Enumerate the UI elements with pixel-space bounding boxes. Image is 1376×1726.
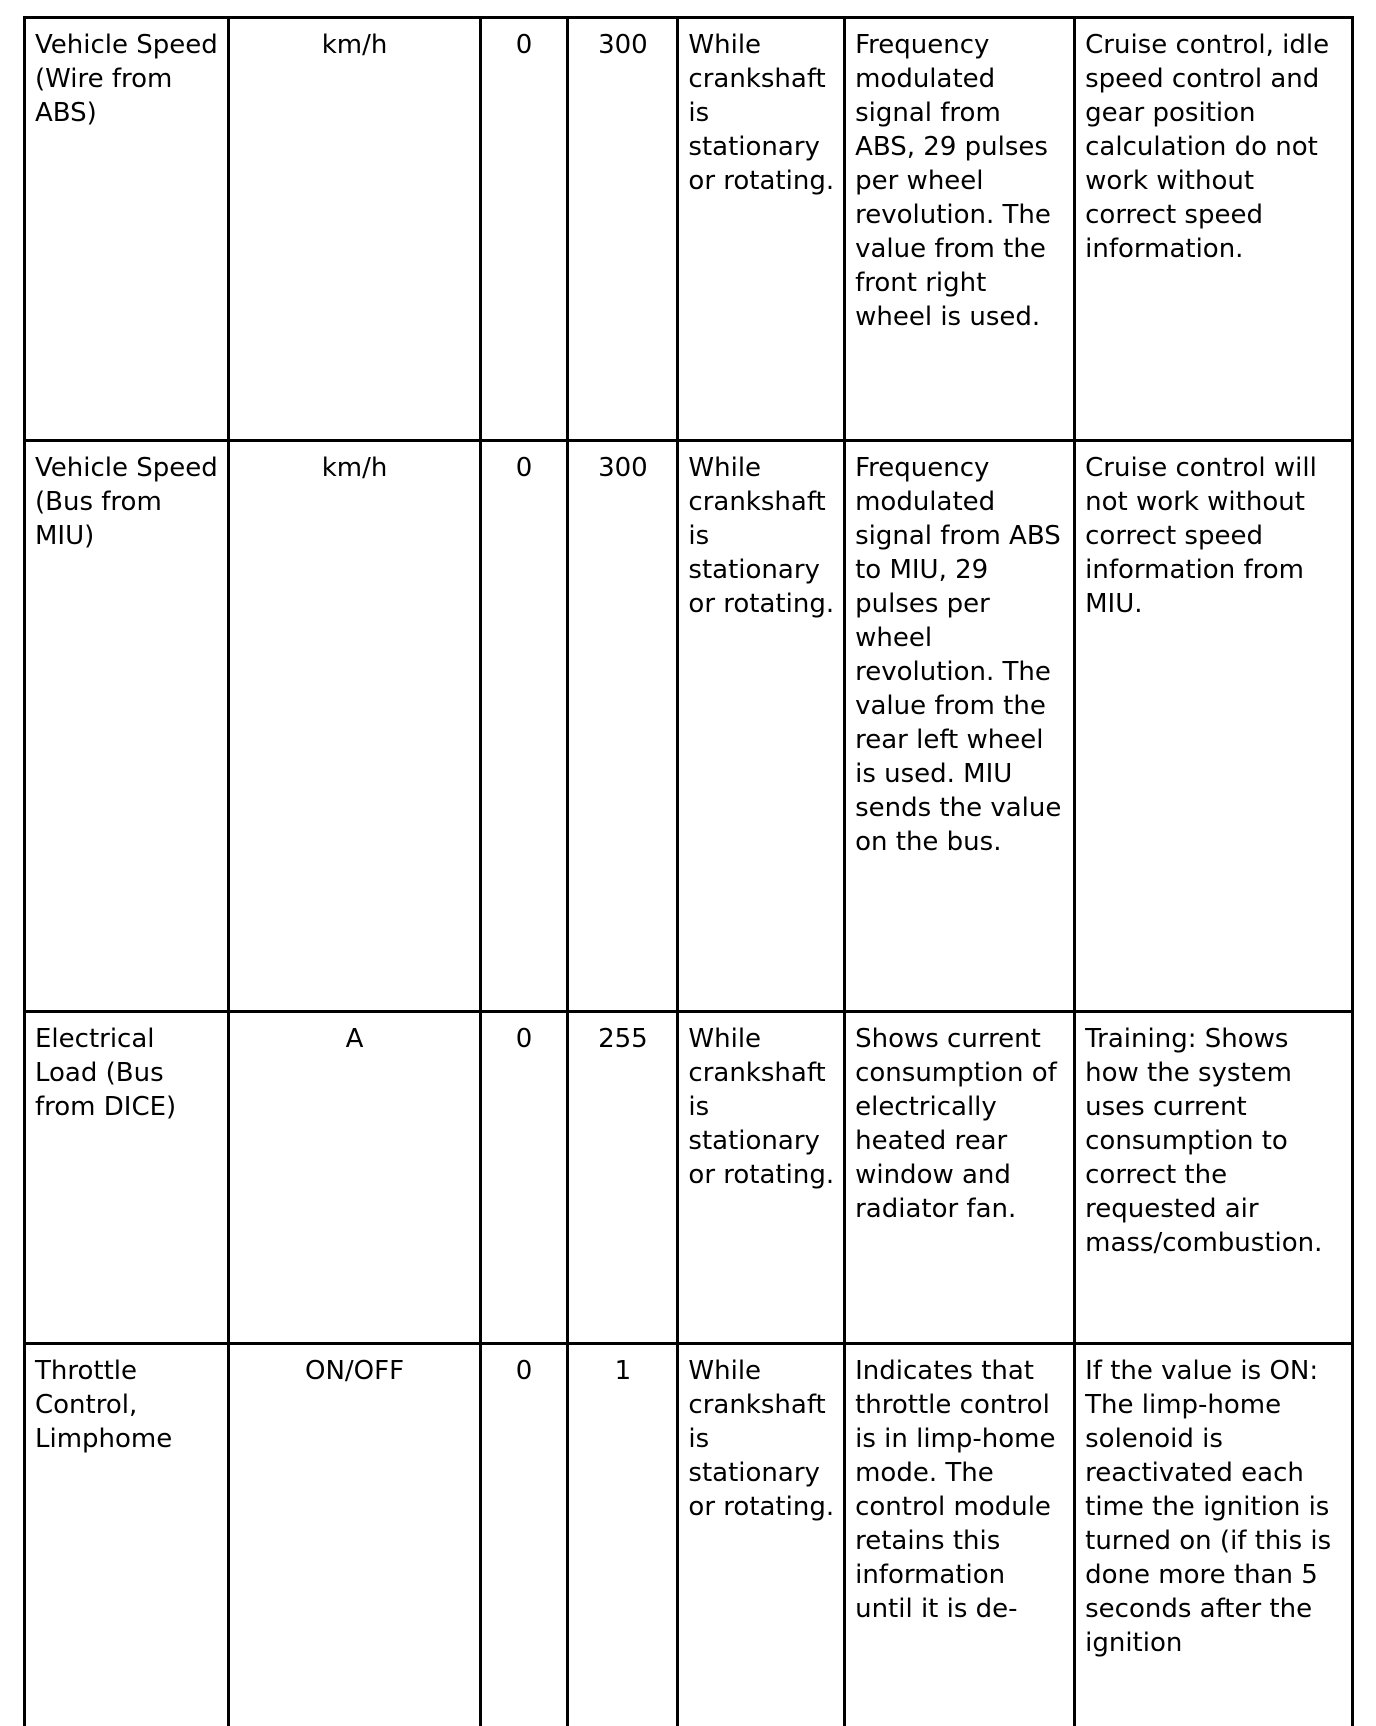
condition-cell (678, 1344, 845, 1726)
notes: Cruise control, idle speed control and gear position calculation do not work without correct speed information. (1085, 30, 1330, 264)
description-cell (845, 441, 1075, 1012)
unit-cell (229, 441, 480, 1012)
table-row (25, 441, 1353, 1012)
description: Indicates that throttle control is in limp-home mode. The control module retains this information until it is de- (855, 1356, 1056, 1624)
description-cell (845, 1012, 1075, 1344)
unit: km/h (321, 453, 388, 483)
notes: Training: Shows how the system uses current consumption to correct the requested air mass/combustion. (1085, 1024, 1323, 1258)
condition-cell (678, 18, 845, 441)
max-value: 255 (598, 1024, 648, 1054)
condition: While crankshaft is stationary or rotating. (688, 30, 835, 196)
max-cell (568, 441, 678, 1012)
unit: A (345, 1024, 364, 1054)
description: Frequency modulated signal from ABS to MIU, 29 pulses per wheel revolution. The value from the rear left wheel is used. MIU sends the value on the bus. (855, 453, 1062, 857)
parameter-name: Vehicle Speed (Wire from ABS) (35, 30, 218, 128)
notes-cell (1075, 441, 1353, 1012)
parameter-name: Vehicle Speed (Bus from MIU) (35, 453, 218, 551)
description-cell (845, 18, 1075, 441)
condition: While crankshaft is stationary or rotating. (688, 1356, 835, 1522)
unit-cell (229, 18, 480, 441)
table-row (25, 1012, 1353, 1344)
condition: While crankshaft is stationary or rotating. (688, 1024, 835, 1190)
parameter-name: Throttle Control, Limphome (35, 1356, 173, 1454)
condition-cell (678, 441, 845, 1012)
max-value: 300 (598, 30, 648, 60)
notes: If the value is ON: The limp-home solenoid is reactivated each time the ignition is turned on (if this is done more than 5 seconds after the ignition (1085, 1356, 1332, 1658)
max-cell (568, 18, 678, 441)
notes-cell (1075, 1012, 1353, 1344)
min-value: 0 (515, 453, 533, 483)
description-cell (845, 1344, 1075, 1726)
max-value: 300 (598, 453, 648, 483)
table-row (25, 1344, 1353, 1726)
unit: ON/OFF (305, 1356, 405, 1386)
notes-cell (1075, 1344, 1353, 1726)
max-cell (568, 1012, 678, 1344)
max-cell (568, 1344, 678, 1726)
unit: km/h (321, 30, 388, 60)
max-value: 1 (614, 1356, 632, 1386)
parameter-name-cell (25, 441, 229, 1012)
condition-cell (678, 1012, 845, 1344)
condition: While crankshaft is stationary or rotating. (688, 453, 835, 619)
min-value: 0 (515, 1024, 533, 1054)
min-cell (480, 1012, 568, 1344)
parameter-name-cell (25, 1012, 229, 1344)
min-cell (480, 18, 568, 441)
notes-cell (1075, 18, 1353, 441)
notes: Cruise control will not work without correct speed information from MIU. (1085, 453, 1317, 619)
min-value: 0 (515, 30, 533, 60)
min-cell (480, 1344, 568, 1726)
description: Frequency modulated signal from ABS, 29 pulses per wheel revolution. The value from the front right wheel is used. (855, 30, 1051, 332)
description: Shows current consumption of electrically heated rear window and radiator fan. (855, 1024, 1057, 1224)
parameter-name-cell (25, 18, 229, 441)
parameter-name: Electrical Load (Bus from DICE) (35, 1024, 177, 1122)
table-row (25, 18, 1353, 441)
min-value: 0 (515, 1356, 533, 1386)
unit-cell (229, 1344, 480, 1726)
parameter-name-cell (25, 1344, 229, 1726)
min-cell (480, 441, 568, 1012)
unit-cell (229, 1012, 480, 1344)
parameter-table (23, 16, 1354, 1726)
